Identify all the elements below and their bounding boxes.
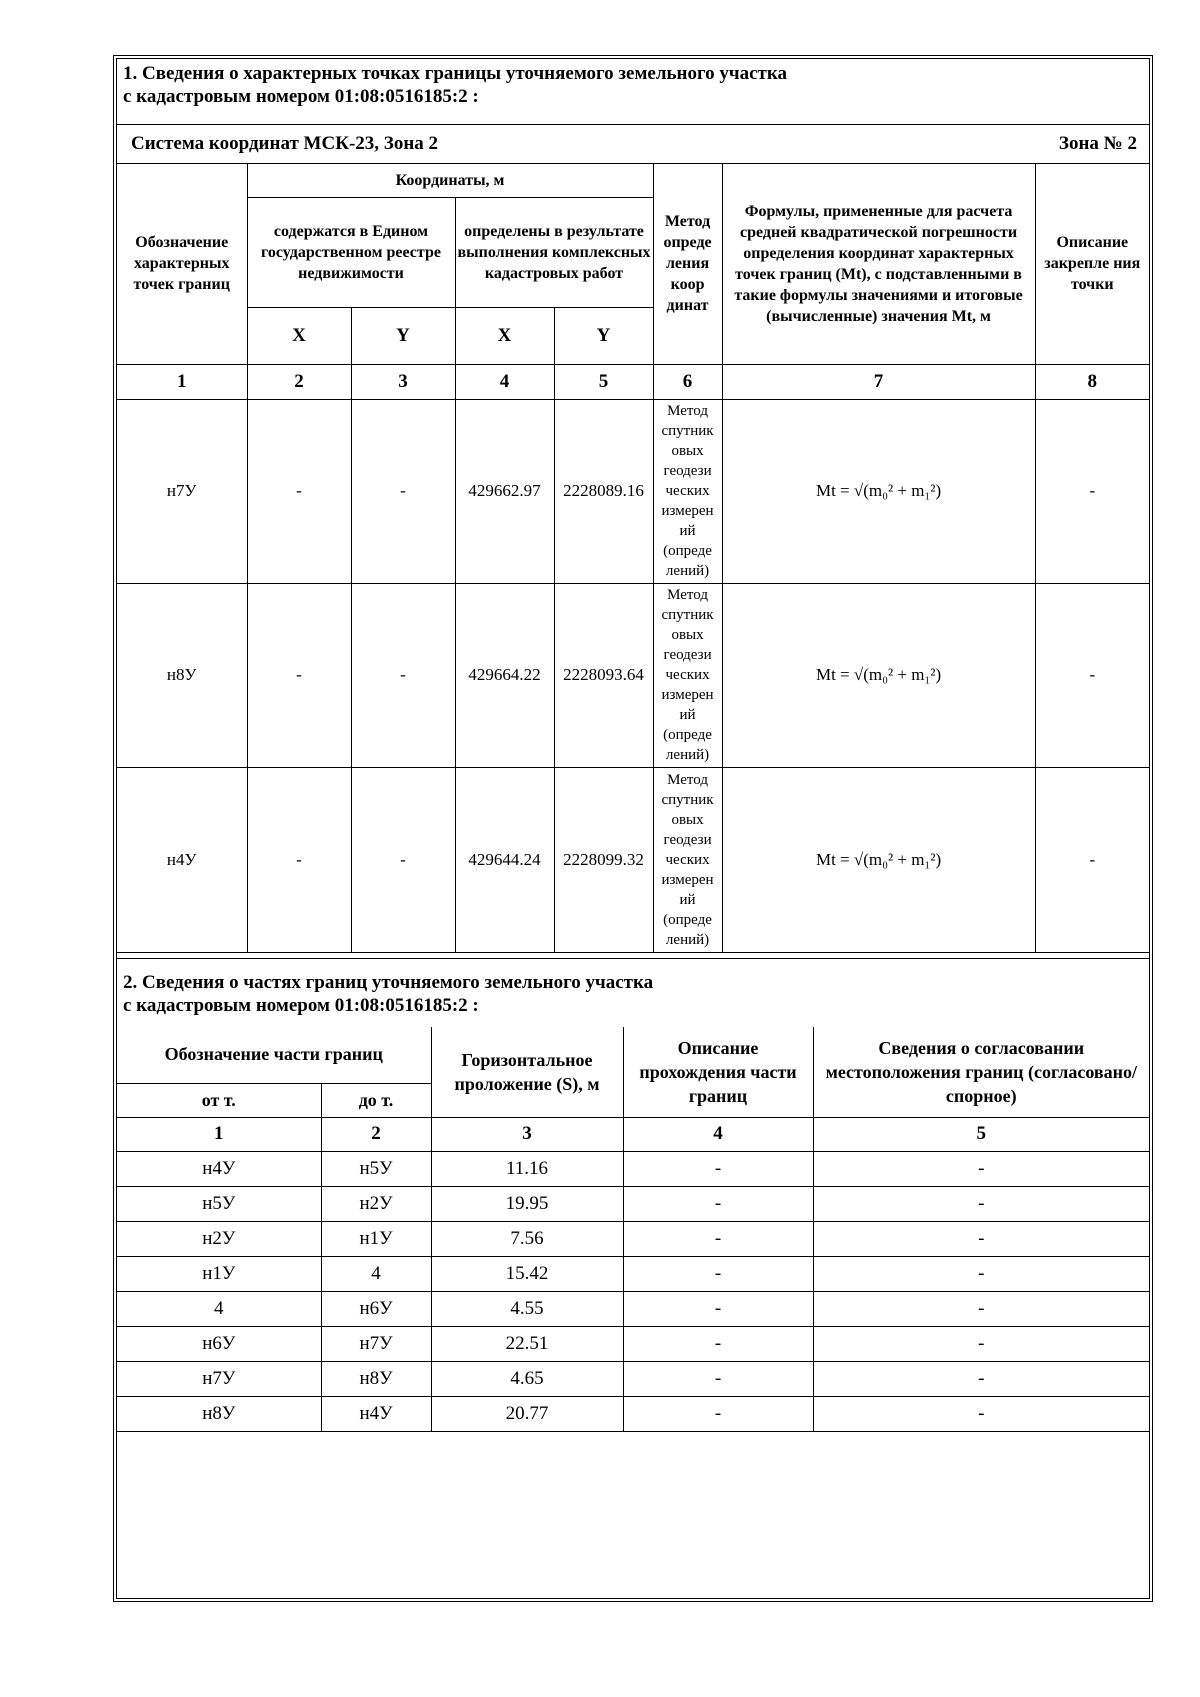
section2-title-line1: 2. Сведения о частях границ уточняемого земельного участка: [123, 972, 654, 993]
agreement-status: -: [813, 1291, 1149, 1326]
passage-description: -: [623, 1361, 813, 1396]
coord-x: 429664.22: [455, 583, 554, 767]
table-row: [117, 1151, 1149, 1186]
to-point: н5У: [321, 1151, 431, 1186]
coord-y: 2228093.64: [554, 583, 653, 767]
table-row: [117, 767, 1149, 952]
header-agreement: Сведения о согласовании местоположения границ (согласовано/спорное): [813, 1027, 1149, 1117]
table-row: [117, 399, 1149, 583]
formula: Mt = √(m₀² + m₁²): [722, 399, 1035, 583]
zone-label: Зона № 2: [1058, 133, 1137, 154]
boundary-parts-table: [117, 1027, 1149, 1432]
from-point: н7У: [117, 1361, 321, 1396]
point-designation: н4У: [117, 767, 247, 952]
passage-description: -: [623, 1291, 813, 1326]
agreement-status: -: [813, 1396, 1149, 1431]
column-number: 5: [554, 364, 653, 399]
section2-title-line2: с кадастровым номером 01:08:0516185:2 :: [123, 995, 479, 1016]
header-designation: Обозначение характерных точек границ: [117, 164, 247, 364]
table-row: [117, 1291, 1149, 1326]
section1-title: [117, 59, 1149, 124]
table-row: [117, 1396, 1149, 1431]
point-description: -: [1035, 583, 1149, 767]
horizontal-length: 7.56: [431, 1221, 623, 1256]
column-number: 3: [431, 1117, 623, 1151]
to-point: н6У: [321, 1291, 431, 1326]
coordinate-system-bar: [117, 124, 1149, 164]
coord-y: 2228089.16: [554, 399, 653, 583]
header-determined-y: Y: [554, 307, 653, 364]
point-description: -: [1035, 399, 1149, 583]
section1-title-line2: с кадастровым номером 01:08:0516185:2 :: [123, 86, 479, 107]
point-description: -: [1035, 767, 1149, 952]
from-point: н8У: [117, 1396, 321, 1431]
column-number: 8: [1035, 364, 1149, 399]
agreement-status: -: [813, 1361, 1149, 1396]
agreement-status: -: [813, 1326, 1149, 1361]
table-row: [117, 1326, 1149, 1361]
to-point: н1У: [321, 1221, 431, 1256]
points-table: [117, 164, 1149, 953]
method: Метод спутник овых геодези ческих измерен ий (опреде лений): [653, 767, 722, 952]
agreement-status: -: [813, 1221, 1149, 1256]
point-designation: н7У: [117, 399, 247, 583]
header-determined: определены в результате выполнения комплексных кадастровых работ: [455, 197, 653, 307]
section1-title-line1: 1. Сведения о характерных точках границы уточняемого земельного участка: [123, 63, 788, 84]
method: Метод спутник овых геодези ческих измерен ий (опреде лений): [653, 399, 722, 583]
header-in-registry: содержатся в Едином государственном реестре недвижимости: [247, 197, 455, 307]
registry-x: -: [247, 583, 351, 767]
coord-y: 2228099.32: [554, 767, 653, 952]
header-from: от т.: [117, 1083, 321, 1117]
agreement-status: -: [813, 1186, 1149, 1221]
from-point: 4: [117, 1291, 321, 1326]
document-frame: [113, 55, 1153, 1602]
header-part-designation: Обозначение части границ: [117, 1027, 431, 1083]
coord-x: 429644.24: [455, 767, 554, 952]
section2-title: [117, 958, 1149, 1027]
to-point: н4У: [321, 1396, 431, 1431]
horizontal-length: 20.77: [431, 1396, 623, 1431]
registry-x: -: [247, 399, 351, 583]
from-point: н2У: [117, 1221, 321, 1256]
registry-y: -: [351, 399, 455, 583]
passage-description: -: [623, 1326, 813, 1361]
table-row: [117, 1256, 1149, 1291]
from-point: н4У: [117, 1151, 321, 1186]
column-number: 4: [455, 364, 554, 399]
agreement-status: -: [813, 1151, 1149, 1186]
to-point: н2У: [321, 1186, 431, 1221]
from-point: н5У: [117, 1186, 321, 1221]
passage-description: -: [623, 1186, 813, 1221]
column-number: 7: [722, 364, 1035, 399]
passage-description: -: [623, 1396, 813, 1431]
registry-x: -: [247, 767, 351, 952]
from-point: н6У: [117, 1326, 321, 1361]
horizontal-length: 19.95: [431, 1186, 623, 1221]
table-row: [117, 583, 1149, 767]
header-registry-x: X: [247, 307, 351, 364]
registry-y: -: [351, 767, 455, 952]
column-number: 1: [117, 1117, 321, 1151]
header-passage: Описание прохождения части границ: [623, 1027, 813, 1117]
agreement-status: -: [813, 1256, 1149, 1291]
passage-description: -: [623, 1221, 813, 1256]
table-row: [117, 1221, 1149, 1256]
column-number: 2: [247, 364, 351, 399]
header-coordinates: Координаты, м: [247, 164, 653, 197]
header-registry-y: Y: [351, 307, 455, 364]
header-to: до т.: [321, 1083, 431, 1117]
point-designation: н8У: [117, 583, 247, 767]
header-formulas: Формулы, примененные для расчета средней квадратической погрешности определения координат характерных точек границ (Mt), с подставленными в такие формулы значениями и итоговые (вычисленные) значения Mt, м: [722, 164, 1035, 364]
to-point: 4: [321, 1256, 431, 1291]
coord-x: 429662.97: [455, 399, 554, 583]
column-number: 6: [653, 364, 722, 399]
horizontal-length: 4.55: [431, 1291, 623, 1326]
from-point: н1У: [117, 1256, 321, 1291]
passage-description: -: [623, 1151, 813, 1186]
horizontal-length: 4.65: [431, 1361, 623, 1396]
horizontal-length: 15.42: [431, 1256, 623, 1291]
registry-y: -: [351, 583, 455, 767]
column-number: 5: [813, 1117, 1149, 1151]
method: Метод спутник овых геодези ческих измерен ий (опреде лений): [653, 583, 722, 767]
horizontal-length: 11.16: [431, 1151, 623, 1186]
table-row: [117, 1361, 1149, 1396]
to-point: н7У: [321, 1326, 431, 1361]
column-number: 4: [623, 1117, 813, 1151]
to-point: н8У: [321, 1361, 431, 1396]
table-row: [117, 1186, 1149, 1221]
formula: Mt = √(m₀² + m₁²): [722, 583, 1035, 767]
header-horizontal: Горизонтальное проложение (S), м: [431, 1027, 623, 1117]
passage-description: -: [623, 1256, 813, 1291]
column-number: 2: [321, 1117, 431, 1151]
column-number: 1: [117, 364, 247, 399]
header-method: Метод опреде ления коор динат: [653, 164, 722, 364]
column-number: 3: [351, 364, 455, 399]
header-determined-x: X: [455, 307, 554, 364]
formula: Mt = √(m₀² + m₁²): [722, 767, 1035, 952]
header-description: Описание закрепле ния точки: [1035, 164, 1149, 364]
coordinate-system-label: Система координат МСК-23, Зона 2: [131, 133, 439, 154]
horizontal-length: 22.51: [431, 1326, 623, 1361]
